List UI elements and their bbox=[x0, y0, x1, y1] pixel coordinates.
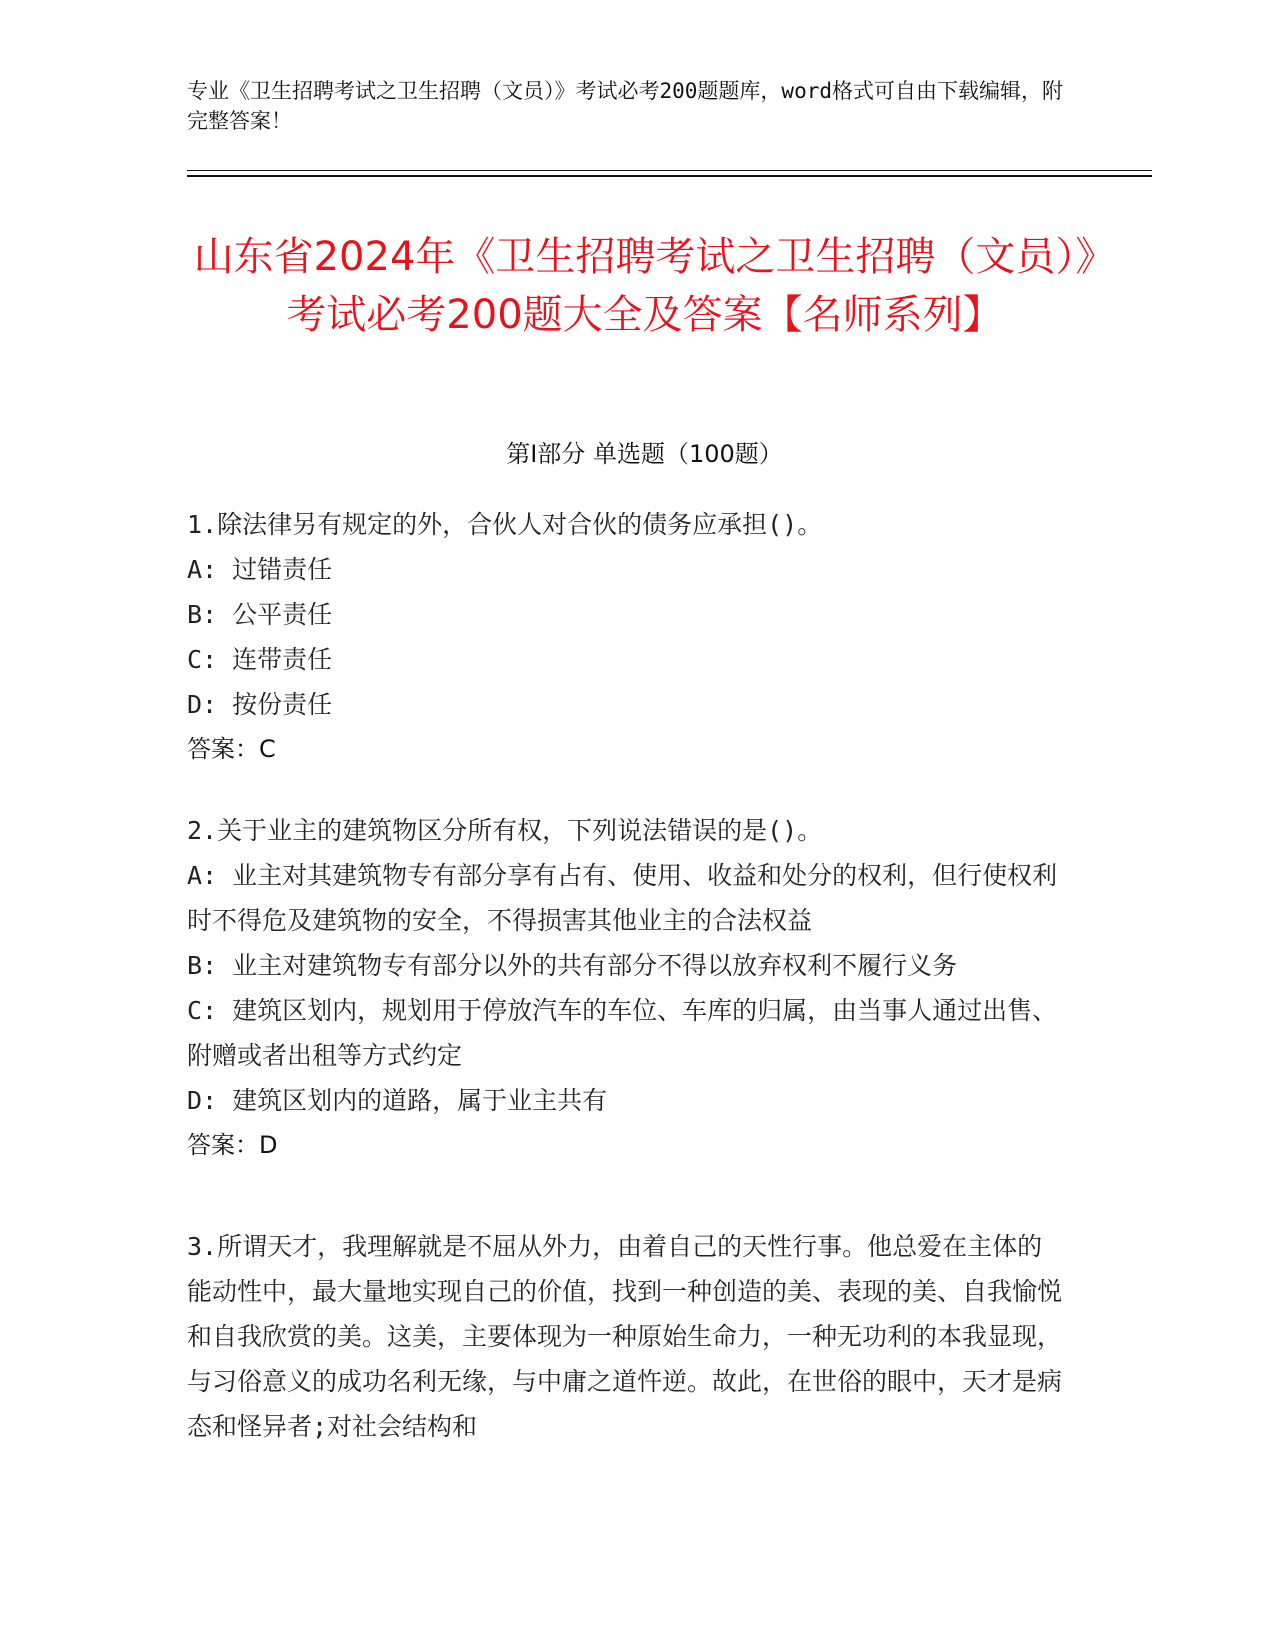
option-d: D: 按份责任 bbox=[187, 690, 333, 719]
header-note: 专业《卫生招聘考试之卫生招聘（文员）》考试必考200题题库，word格式可自由下载编辑，附完整答案！ bbox=[187, 79, 1063, 133]
question-stem: 1.除法律另有规定的外，合伙人对合伙的债务应承担()。 bbox=[187, 510, 823, 539]
option-a: A: 过错责任 bbox=[187, 555, 333, 584]
option-c: C: 连带责任 bbox=[187, 645, 333, 674]
option-b: B: 业主对建筑物专有部分以外的共有部分不得以放弃权利不履行义务 bbox=[187, 951, 958, 980]
question-stem: 2.关于业主的建筑物区分所有权，下列说法错误的是()。 bbox=[187, 816, 823, 845]
section-heading: 第Ⅰ部分 单选题（100题） bbox=[506, 440, 783, 468]
question-3 bbox=[187, 1224, 1067, 1449]
question-2 bbox=[187, 808, 1067, 1168]
header-divider-thin bbox=[187, 170, 1152, 171]
question-1 bbox=[187, 502, 1067, 772]
option-a: A: 业主对其建筑物专有部分享有占有、使用、收益和处分的权利，但行使权利时不得危及建筑物的安全，不得损害其他业主的合法权益 bbox=[187, 861, 1058, 935]
question-stem: 3.所谓天才，我理解就是不屈从外力，由着自己的天性行事。他总爱在主体的能动性中，最大量地实现自己的价值，找到一种创造的美、表现的美、自我愉悦和自我欣赏的美。这美，主要体现为一种原始生命力，一种无功利的本我显现，与习俗意义的成功名利无缘，与中庸之道忤逆。故此，在世俗的眼中，天才是病态和怪异者;对社会结构和 bbox=[187, 1232, 1063, 1441]
option-c: C: 建筑区划内，规划用于停放汽车的车位、车库的归属，由当事人通过出售、附赠或者出租等方式约定 bbox=[187, 996, 1058, 1070]
answer: 答案：D bbox=[187, 1131, 278, 1159]
option-d: D: 建筑区划内的道路，属于业主共有 bbox=[187, 1086, 608, 1115]
header-divider-thick bbox=[187, 175, 1152, 177]
document-title: 山东省2024年《卫生招聘考试之卫生招聘（文员）》考试必考200题大全及答案【名师系列】 bbox=[193, 234, 1096, 338]
answer: 答案：C bbox=[187, 735, 276, 763]
option-b: B: 公平责任 bbox=[187, 600, 333, 629]
